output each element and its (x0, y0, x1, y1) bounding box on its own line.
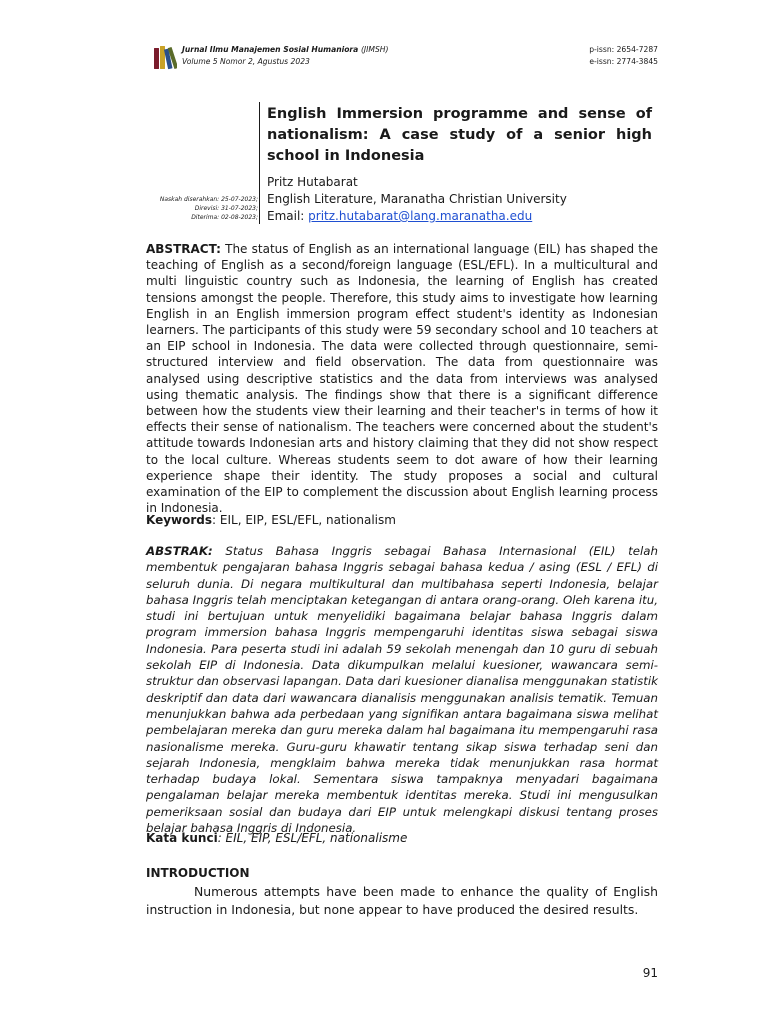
journal-title: Jurnal Ilmu Manajemen Sosial Humaniora (182, 45, 359, 54)
keywords-label: Keywords (146, 513, 213, 527)
keywords-text: : EIL, EIP, ESL/EFL, nationalism (212, 513, 396, 527)
author-affiliation: English Literature, Maranatha Christian University (267, 192, 567, 206)
abstrak (146, 543, 658, 836)
date-accepted: Diterima: 02-08-2023; (191, 214, 258, 221)
author-block (267, 174, 652, 225)
kata-kunci-text: : EIL, EIP, ESL/EFL, nationalisme (217, 831, 408, 845)
abstrak-label: ABSTRAK: (146, 544, 213, 558)
journal-acronym: (JIMSH) (360, 45, 389, 54)
p-issn: p-issn: 2654-7287 (589, 45, 658, 54)
kata-kunci-label: Kata kunci (146, 831, 218, 845)
books-logo-icon (153, 44, 177, 70)
abstract-label: ABSTRACT: (146, 242, 221, 256)
journal-volume: Volume 5 Nomor 2, Agustus 2023 (182, 57, 310, 66)
date-revised: Direvisi: 31-07-2023; (194, 205, 258, 212)
keywords (146, 512, 658, 528)
author-name: Pritz Hutabarat (267, 175, 358, 189)
title-divider (259, 102, 260, 224)
article-title: English Immersion programme and sense of nationalism: A case study of a senior high school in Indonesia (267, 106, 652, 164)
email-link[interactable]: pritz.hutabarat@lang.maranatha.edu (308, 209, 533, 223)
date-submitted: Naskah diserahkan: 25-07-2023; (159, 196, 258, 203)
introduction-text (146, 883, 658, 919)
kata-kunci (146, 830, 658, 846)
introduction-heading: INTRODUCTION (146, 866, 250, 880)
journal-name (182, 44, 388, 56)
abstract (146, 241, 658, 516)
abstract-text: The status of English as an international language (EIL) has shaped the teaching of English as a second/foreign language (ESL/EFL). In a multicultural and multi linguistic country such as Indonesia, the learning of English has created tensions amongst the people. Therefore, this study aims to investigate how learning English in an English immersion program effect student's identity as Indonesian learners. The participants of this study were 59 secondary school and 10 teachers at an EIP school in Indonesia. The data were collected through questionnaire, semi-structured interview and field observation. The data from questionnaire was analysed using descriptive statistics and the data from interviews was analysed using thematic analysis. The findings show that there is a significant difference between how the students view their learning and their teacher's in terms of how it effects their sense of nationalism. The teachers were concerned about the student's attitude towards Indonesian arts and history claiming that they did not show respect to the local culture. Whereas students seem to dot aware of how their learning experience shape their identity. The study proposes a social and cultural examination of the EIP to complement the discussion about English learning process in Indonesia. (146, 242, 658, 516)
email-label: Email: (267, 209, 305, 223)
e-issn: e-issn: 2774-3845 (589, 57, 658, 66)
article-dates (120, 195, 258, 222)
abstrak-text: Status Bahasa Inggris sebagai Bahasa Internasional (EIL) telah membentuk pengajaran bahasa Inggris sebagai bahasa kedua / asing (ESL / EFL) di seluruh dunia. Di negara multikultural dan multibahasa seperti Indonesia, belajar bahasa Inggris telah menciptakan ketegangan di antara orang-orang. Oleh karena itu, studi ini bertujuan untuk menyelidiki bagaimana belajar bahasa Inggris dalam program immersion bahasa Inggris mempengaruhi identitas siswa sebagai siswa Indonesia. Para peserta studi ini adalah 59 sekolah menengah dan 10 guru di sebuah sekolah EIP di Indonesia. Data dikumpulkan melalui kuesioner, wawancara semi-struktur dan observasi lapangan. Data dari kuesioner dianalisa menggunakan statistik deskriptif dan data dari wawancara dianalisis menggunakan analisis tematik. Temuan menunjukkan bahwa ada perbedaan yang signifikan antara bagaimana siswa melihat pembelajaran mereka dan guru mereka dalam hal bagaimana itu mempengaruhi rasa nasionalisme mereka. Guru-guru khawatir tentang sikap siswa terhadap seni dan sejarah Indonesia, mengklaim bahwa mereka tidak menunjukkan rasa hormat terhadap budaya lokal. Sementara siswa tampaknya menyadari bagaimana pengalaman belajar mereka membentuk identitas mereka. Studi ini mengusulkan pemeriksaan sosial dan budaya dari EIP untuk melengkapi diskusi tentang proses belajar bahasa Inggris di Indonesia. (146, 544, 658, 836)
introduction-body: Numerous attempts have been made to enhance the quality of English instruction in Indonesia, but none appear to have produced the desired results. (146, 884, 658, 917)
author-email-line (267, 208, 652, 225)
page-number: 91 (642, 966, 658, 980)
